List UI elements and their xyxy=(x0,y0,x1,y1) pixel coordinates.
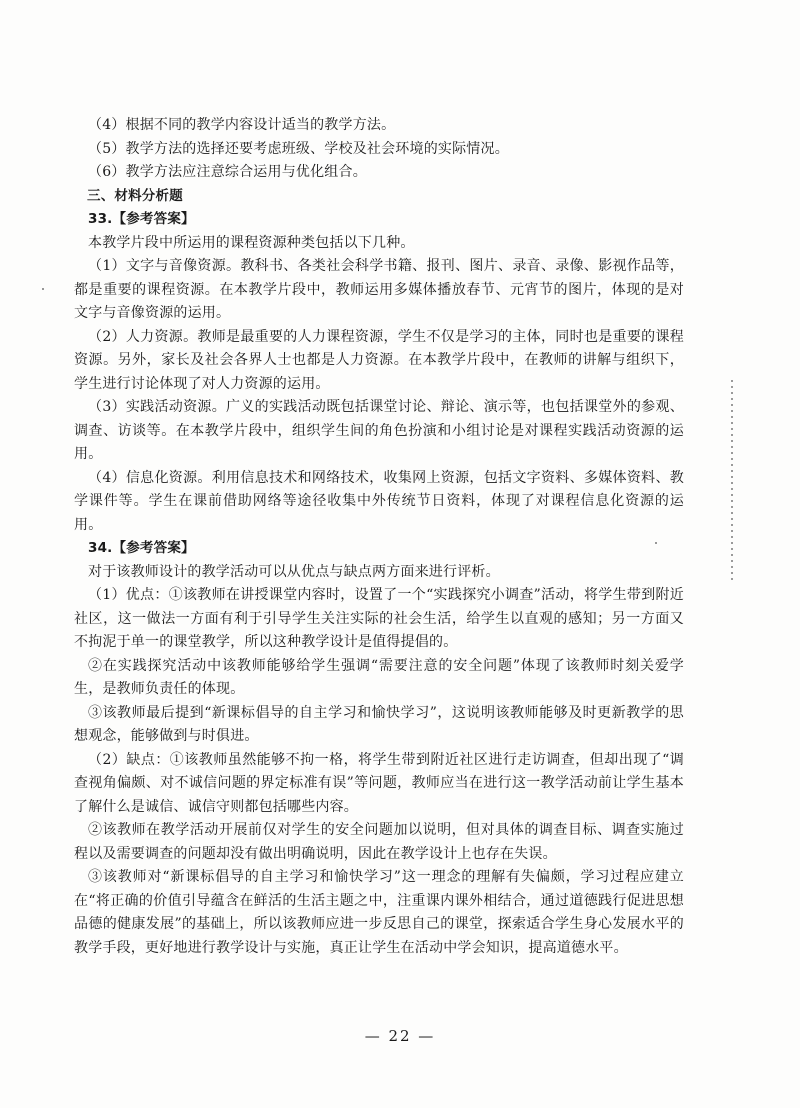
section-heading-text: 三、材料分析题 xyxy=(87,187,183,204)
method-item-4-text: （4）根据不同的教学内容设计适当的教学方法。 xyxy=(88,117,396,133)
document-body xyxy=(74,114,684,960)
binding-margin-mark xyxy=(731,380,733,580)
method-item-4 xyxy=(88,114,684,138)
answer-33-intro-text: 本教学片段中所运用的课程资源种类包括以下几种。 xyxy=(88,234,415,251)
answer-33-point-3 xyxy=(74,396,684,467)
answer-34-title-text: 34.【参考答案】 xyxy=(88,540,195,556)
method-item-5-text: （5）教学方法的选择还要考虑班级、学校及社会环境的实际情况。 xyxy=(88,140,509,157)
method-item-6 xyxy=(88,161,684,185)
page-number: — 22 — xyxy=(364,1027,436,1045)
answer-34-disadvantage-3 xyxy=(74,866,684,960)
answer-33-point-2-text: （2）人力资源。教师是最重要的人力课程资源，学生不仅是学习的主体，同时也是重要的课程资源。另外，家长及社会各界人士也都是人力资源。在本教学片段中，在教师的讲解与组织下，学生进行讨论体现了对人力资源的运用。 xyxy=(74,328,684,392)
answer-34-disadvantage-3-text: ③该教师对“新课标倡导的自主学习和愉快学习”这一理念的理解有失偏颇，学习过程应建立在“将正确的价值引导蕴含在鲜活的生活主题之中，注重课内课外相结合，通过道德践行促进思想品德的健康发展”的基础上，所以该教师应进一步反思自己的课堂，探索适合学生身心发展水平的教学手段，更好地进行教学设计与实施，真正让学生在活动中学会知识，提高道德水平。 xyxy=(74,869,684,956)
method-item-5 xyxy=(88,138,684,162)
answer-33-point-2 xyxy=(74,326,684,397)
answer-34-intro xyxy=(88,561,684,585)
answer-33-title xyxy=(88,208,684,232)
answer-34-advantage-1-text: （1）优点：①该教师在讲授课堂内容时，设置了一个“实践探究小调查”活动，将学生带到附近社区，这一做法一方面有利于引导学生关注实际的社会生活，给学生以直观的感知；另一方面又不拘泥于单一的课堂教学，所以这种教学设计是值得提倡的。 xyxy=(74,587,684,650)
answer-34-title xyxy=(88,537,684,561)
answer-34-intro-text: 对于该教师设计的教学活动可以从优点与缺点两方面来进行评析。 xyxy=(88,563,500,580)
answer-34-advantage-2-text: ②在实践探究活动中该教师能够给学生强调“需要注意的安全问题”体现了该教师时刻关爱学生，是教师负责任的体现。 xyxy=(74,657,684,697)
answer-34-advantage-2 xyxy=(74,655,684,702)
answer-34-disadvantage-1 xyxy=(74,749,684,820)
method-item-6-text: （6）教学方法应注意综合运用与优化组合。 xyxy=(88,164,367,180)
answer-34-advantage-3 xyxy=(74,702,684,749)
answer-34-advantage-3-text: ③该教师最后提到“新课标倡导的自主学习和愉快学习”，这说明该教师能够及时更新教学的思想观念，能够做到与时俱进。 xyxy=(74,704,684,744)
answer-34-disadvantage-2-text: ②该教师在教学活动开展前仅对学生的安全问题加以说明，但对具体的调查目标、调查实施过程以及需要调查的问题却没有做出明确说明，因此在教学设计上也存在失误。 xyxy=(74,822,684,862)
answer-33-point-3-text: （3）实践活动资源。广义的实践活动既包括课堂讨论、辩论、演示等，也包括课堂外的参观、调查、访谈等。在本教学片段中，组织学生间的角色扮演和小组讨论是对课程实践活动资源的运用。 xyxy=(74,399,684,462)
section-heading xyxy=(87,185,684,209)
answer-33-intro xyxy=(88,232,684,256)
answer-33-point-4-text: （4）信息化资源。利用信息技术和网络技术，收集网上资源，包括文字资料、多媒体资料、教学课件等。学生在课前借助网络等途径收集中外传统节日资料，体现了对课程信息化资源的运用。 xyxy=(74,469,684,533)
answer-33-point-4 xyxy=(74,467,684,538)
answer-34-advantage-1 xyxy=(74,584,684,655)
answer-33-title-text: 33.【参考答案】 xyxy=(88,211,195,227)
answer-34-disadvantage-2 xyxy=(74,819,684,866)
scan-speck xyxy=(655,542,657,544)
scan-speck xyxy=(42,288,44,290)
answer-33-point-1-text: （1）文字与音像资源。教科书、各类社会科学书籍、报刊、图片、录音、录像、影视作品等，都是重要的课程资源。在本教学片段中，教师运用多媒体播放春节、元宵节的图片，体现的是对文字与音像资源的运用。 xyxy=(74,258,684,321)
answer-33-point-1 xyxy=(74,255,684,326)
answer-34-disadvantage-1-text: （2）缺点：①该教师虽然能够不拘一格，将学生带到附近社区进行走访调查，但却出现了“调查视角偏颇、对不诚信问题的界定标准有误”等问题，教师应当在进行这一教学活动前让学生基本了解什么是诚信、诚信守则都包括哪些内容。 xyxy=(74,751,684,815)
